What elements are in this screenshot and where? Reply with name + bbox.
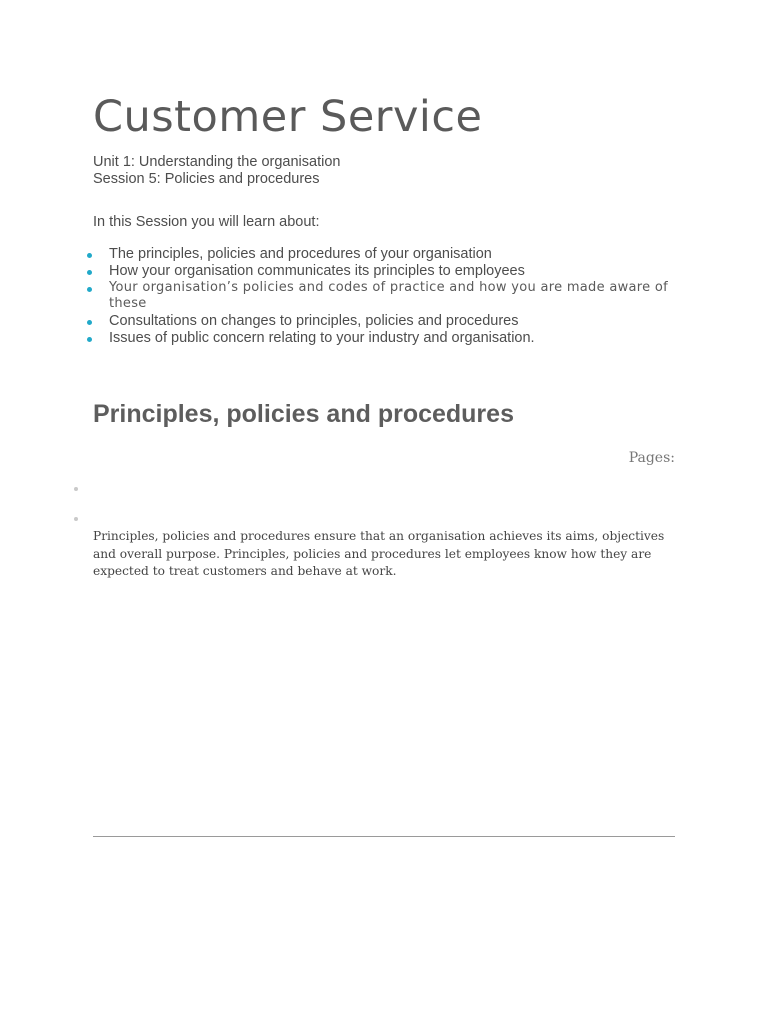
bullet-icon [87,320,92,325]
session-line: Session 5: Policies and procedures [93,171,320,187]
bullet-icon [87,287,92,292]
session-info [93,154,340,188]
list-item-text: How your organisation communicates its principles to employees [109,262,525,279]
learning-objectives-list [93,246,675,347]
list-item-text: The principles, policies and procedures of your organisation [109,246,492,262]
list-item [93,246,675,263]
bullet-icon [87,337,92,342]
bullet-icon [87,270,92,275]
intro-text: In this Session you will learn about: [93,214,320,230]
list-item [93,313,675,330]
list-item-text: Your organisation’s policies and codes of practice and how you are made aware of these [109,279,669,312]
pages-label: Pages: [628,450,675,466]
section-heading: Principles, policies and procedures [93,400,514,428]
list-item [93,263,675,280]
unit-line: Unit 1: Understanding the organisation [93,154,341,170]
empty-bullet-icon [74,487,78,491]
body-paragraph: Principles, policies and procedures ensure that an organisation achieves its aims, objectives and overall purpose. Principles, policies and procedures let employees know how they are expected to treat customers and behave at work. [93,529,665,578]
document-title: Customer Service [93,92,483,142]
list-item [93,280,675,314]
footer-divider [93,836,675,837]
empty-bullet-icon [74,517,78,521]
list-item [93,330,675,347]
bullet-icon [87,253,92,258]
list-item-text: Consultations on changes to principles, policies and procedures [109,313,519,330]
list-item-text: Issues of public concern relating to your industry and organisation. [109,329,535,346]
